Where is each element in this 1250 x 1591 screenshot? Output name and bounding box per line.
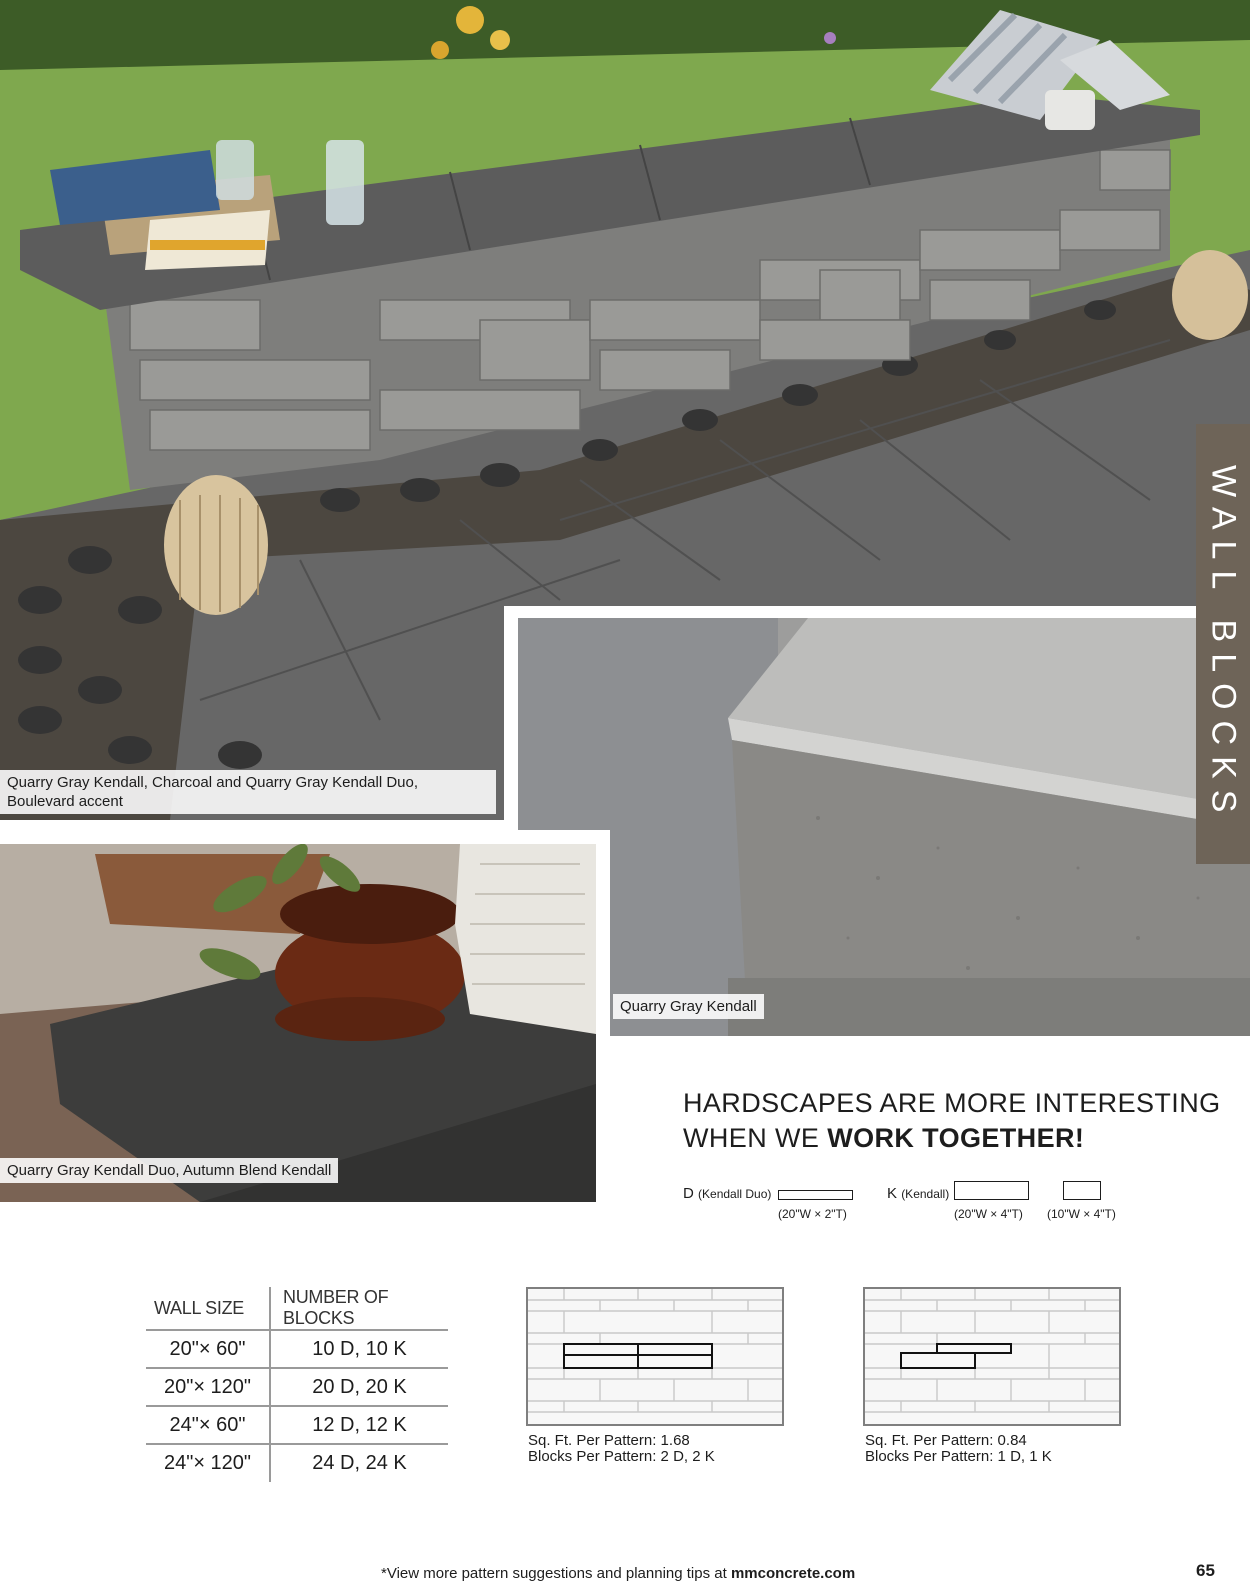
closeup-photo [504,606,1250,1036]
planter-photo [0,830,610,1202]
hero-caption [0,770,496,814]
pattern-2-grid [865,1289,1119,1424]
table-row [146,1406,448,1444]
pattern-1-kendall-block-b [638,1355,712,1368]
legend-kendall-small-dims: (10"W × 4"T) [1047,1207,1116,1221]
table-row [146,1368,448,1406]
hero-caption-line-1: Quarry Gray Kendall, Charcoal and Quarry Gray Kendall Duo, [7,774,419,791]
closeup-caption: Quarry Gray Kendall [613,994,764,1019]
footer-text: *View more pattern suggestions and planning tips at [381,1565,731,1582]
headline-line-2-bold: WORK TOGETHER! [827,1123,1085,1153]
legend-kendall-large-dims: (20"W × 4"T) [954,1207,1023,1221]
legend-kendall-large-block [954,1181,1029,1200]
table-header-row [146,1287,448,1330]
headline [683,1086,1223,1156]
table-cell-wall-size: 24"× 120" [146,1444,270,1482]
pattern-1-duo-block-b [638,1344,712,1355]
table-header-wall-size: WALL SIZE [146,1287,270,1330]
headline-line-2 [683,1121,1223,1156]
pattern-1-grid [528,1289,782,1424]
wall-size-table [146,1287,448,1482]
footer-link[interactable]: mmconcrete.com [730,1565,856,1582]
pattern-2-kendall-block [901,1353,975,1368]
headline-line-1: HARDSCAPES ARE MORE INTERESTING [683,1088,1221,1118]
planter-illustration [0,844,596,1202]
table-cell-wall-size: 20"× 120" [146,1368,270,1406]
section-tab [1196,424,1250,864]
table-row [146,1444,448,1482]
table-cell-wall-size: 24"× 60" [146,1406,270,1444]
pattern-1-duo-block-a [564,1344,638,1355]
page-number: 65 [1196,1561,1215,1580]
planter-caption: Quarry Gray Kendall Duo, Autumn Blend Kendall [0,1158,338,1183]
legend-kendall-small-block [1063,1181,1101,1200]
pattern-2-blocks: Blocks Per Pattern: 1 D, 1 K [865,1448,1052,1465]
legend-duo-dims: (20"W × 2"T) [778,1207,847,1221]
section-tab-label: WALL BLOCKS [1204,464,1243,824]
table-row [146,1330,448,1368]
hero-caption-line-2: Boulevard accent [7,793,123,810]
legend-kendall-letter: K [887,1185,898,1202]
pattern-1-blocks: Blocks Per Pattern: 2 D, 2 K [528,1448,715,1465]
pattern-2-sqft: Sq. Ft. Per Pattern: 0.84 [865,1432,1027,1449]
closeup-illustration [518,618,1250,1036]
table-header-number-of-blocks: NUMBER OF BLOCKS [270,1287,448,1330]
pattern-1-kendall-block-a [564,1355,638,1368]
legend-duo-label [683,1185,771,1202]
table-cell-blocks: 10 D, 10 K [270,1330,448,1368]
table-cell-blocks: 12 D, 12 K [270,1406,448,1444]
pattern-1-info [528,1433,715,1465]
legend-kendall-name: (Kendall) [901,1187,950,1201]
table-cell-blocks: 20 D, 20 K [270,1368,448,1406]
table-cell-wall-size: 20"× 60" [146,1330,270,1368]
legend-duo-block [778,1190,853,1200]
headline-line-2-regular: WHEN WE [683,1123,828,1153]
legend-duo-name: (Kendall Duo) [698,1187,772,1201]
legend-kendall-label [887,1185,949,1202]
table-cell-blocks: 24 D, 24 K [312,1452,407,1474]
pattern-diagram-1 [526,1287,784,1426]
legend-duo-letter: D [683,1185,694,1202]
footer-note [381,1565,855,1582]
pattern-2-info [865,1433,1052,1465]
pattern-1-sqft: Sq. Ft. Per Pattern: 1.68 [528,1432,690,1449]
pattern-2-duo-block [937,1344,1011,1353]
pattern-diagram-2 [863,1287,1121,1426]
